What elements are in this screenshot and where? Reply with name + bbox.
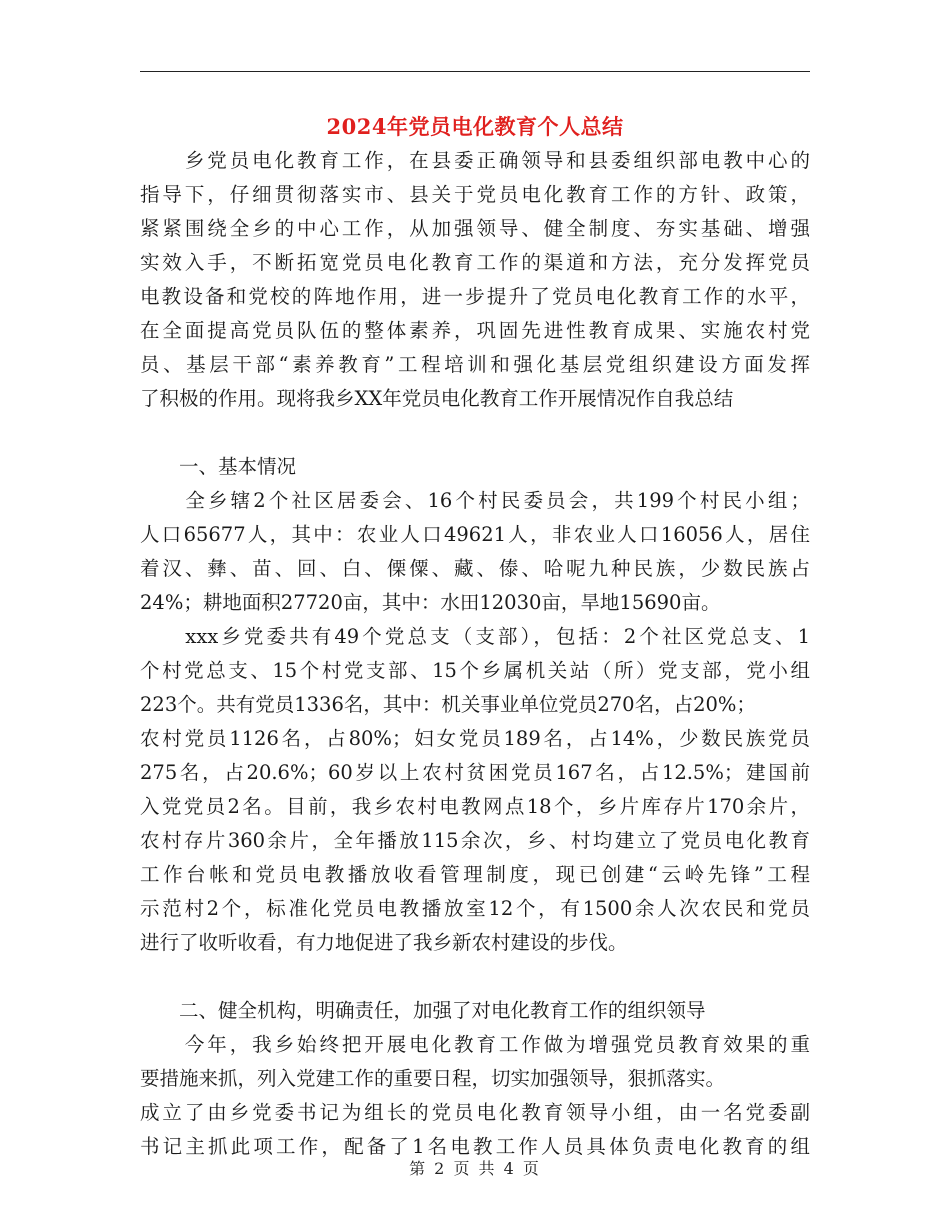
body-line: 农村党员1126名，占80%；妇女党员189名，占14%，少数民族党员 xyxy=(140,727,810,750)
body-line: 工作台帐和党员电教播放收看管理制度，现已创建“云岭先锋”工程 xyxy=(140,863,810,886)
body-line: 指导下，仔细贯彻落实市、县关于党员电化教育工作的方针、政策， xyxy=(140,183,810,206)
document-title: 2024年党员电化教育个人总结 xyxy=(326,114,624,139)
header-rule xyxy=(140,71,810,72)
blank-line xyxy=(140,416,810,450)
body-line: 全乡辖2个社区居委会、16个村民委员会，共199个村民小组； xyxy=(140,489,810,512)
body-line: 书记主抓此项工作，配备了1名电教工作人员具体负责电化教育的组 xyxy=(140,1135,810,1158)
body-line: 员、基层干部“素养教育”工程培训和强化基层党组织建设方面发挥 xyxy=(140,353,810,376)
body-line: 一、基本情况 xyxy=(140,455,297,478)
body-line: 入党党员2名。目前，我乡农村电教网点18个，乡片库存片170余片， xyxy=(140,795,810,818)
body-line: xxx乡党委共有49个党总支（支部），包括：2个社区党总支、1 xyxy=(140,625,810,648)
body-line: 紧紧围绕全乡的中心工作，从加强领导、健全制度、夯实基础、增强 xyxy=(140,217,810,240)
body-line: 电教设备和党校的阵地作用，进一步提升了党员电化教育工作的水平， xyxy=(140,285,810,308)
body-line: 实效入手，不断拓宽党员电化教育工作的渠道和方法，充分发挥党员 xyxy=(140,251,810,274)
body-line: 乡党员电化教育工作，在县委正确领导和县委组织部电教中心的 xyxy=(140,149,810,172)
body-line: 223个。共有党员1336名，其中：机关事业单位党员270名，占20%； xyxy=(140,693,756,716)
body-line: 个村党总支、15个村党支部、15个乡属机关站（所）党支部，党小组 xyxy=(140,659,810,682)
body-line: 农村存片360余片，全年播放115余次，乡、村均建立了党员电化教育 xyxy=(140,829,810,852)
body-line: 着汉、彝、苗、回、白、傈僳、藏、傣、哈呢九种民族，少数民族占 xyxy=(140,557,810,580)
body-line: 24%；耕地面积27720亩，其中：水田12030亩，旱地15690亩。 xyxy=(140,591,721,614)
body-line: 275名，占20.6%；60岁以上农村贫困党员167名，占12.5%；建国前 xyxy=(140,761,810,784)
body-line: 进行了收听收看，有力地促进了我乡新农村建设的步伐。 xyxy=(140,931,628,954)
document-body xyxy=(140,144,810,1164)
body-line: 今年，我乡始终把开展电化教育工作做为增强党员教育效果的重 xyxy=(140,1033,810,1056)
body-line: 在全面提高党员队伍的整体素养，巩固先进性教育成果、实施农村党 xyxy=(140,319,810,342)
body-line: 人口65677人，其中：农业人口49621人，非农业人口16056人，居住 xyxy=(140,523,810,546)
body-line: 成立了由乡党委书记为组长的党员电化教育领导小组，由一名党委副 xyxy=(140,1101,810,1124)
body-line: 示范村2个，标准化党员电教播放室12个，有1500余人次农民和党员 xyxy=(140,897,810,920)
page-number: 第 2 页 共 4 页 xyxy=(409,1159,541,1178)
body-line: 二、健全机构，明确责任，加强了对电化教育工作的组织领导 xyxy=(140,999,706,1022)
body-line: 了积极的作用。现将我乡XX年党员电化教育工作开展情况作自我总结 xyxy=(140,387,734,410)
body-line: 要措施来抓，列入党建工作的重要日程，切实加强领导，狠抓落实。 xyxy=(140,1067,726,1090)
blank-line xyxy=(140,960,810,994)
